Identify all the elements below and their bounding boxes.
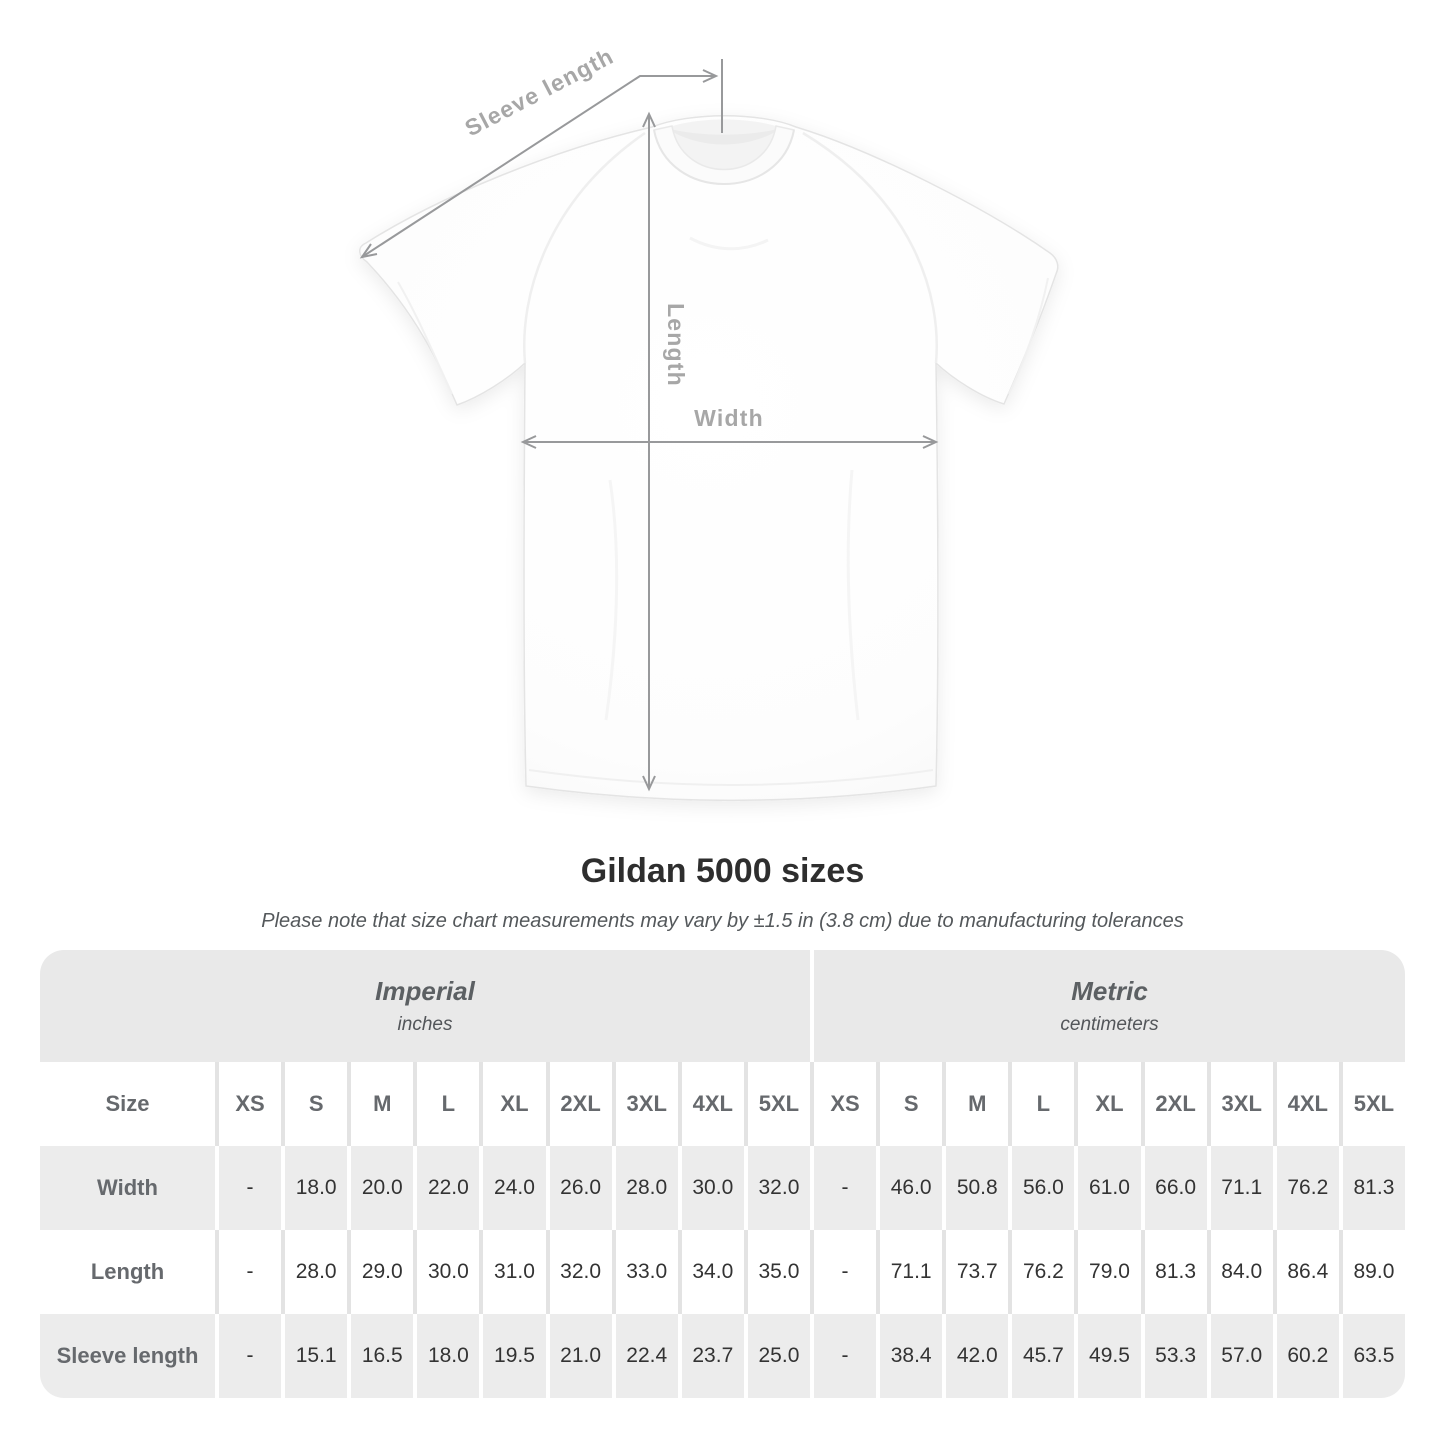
cell-sleeve-length-5xl-metric: 63.5 (1339, 1314, 1405, 1398)
cell-sleeve-length-s-imperial: 15.1 (281, 1314, 347, 1398)
cell-sleeve-length-m-imperial: 16.5 (347, 1314, 413, 1398)
cell-length-l-imperial: 30.0 (413, 1230, 479, 1314)
size-header-xl-metric: XL (1074, 1062, 1140, 1146)
cell-width-4xl-metric: 76.2 (1273, 1146, 1339, 1230)
cell-sleeve-length-2xl-imperial: 21.0 (546, 1314, 612, 1398)
cell-length-xl-imperial: 31.0 (479, 1230, 545, 1314)
length-label: Length (663, 303, 689, 387)
cell-sleeve-length-3xl-imperial: 22.4 (612, 1314, 678, 1398)
cell-width-m-metric: 50.8 (942, 1146, 1008, 1230)
unit-group-label: Metric (1071, 976, 1148, 1006)
cell-sleeve-length-4xl-imperial: 23.7 (678, 1314, 744, 1398)
cell-sleeve-length-l-metric: 45.7 (1008, 1314, 1074, 1398)
size-header-m-imperial: M (347, 1062, 413, 1146)
cell-length-2xl-metric: 81.3 (1141, 1230, 1207, 1314)
cell-length-5xl-imperial: 35.0 (744, 1230, 810, 1314)
width-label: Width (694, 405, 764, 431)
tshirt-image (360, 116, 1058, 801)
page-subtitle: Please note that size chart measurements may vary by ±1.5 in (3.8 cm) due to manufacturing tolerances (261, 910, 1184, 932)
cell-length-m-metric: 73.7 (942, 1230, 1008, 1314)
cell-width-l-metric: 56.0 (1008, 1146, 1074, 1230)
row-label-width: Width (40, 1146, 215, 1230)
unit-group-imperial (40, 950, 810, 1062)
cell-length-2xl-imperial: 32.0 (546, 1230, 612, 1314)
row-label-length: Length (40, 1230, 215, 1314)
size-header-2xl-imperial: 2XL (546, 1062, 612, 1146)
cell-sleeve-length-m-metric: 42.0 (942, 1314, 1008, 1398)
cell-length-5xl-metric: 89.0 (1339, 1230, 1405, 1314)
cell-length-3xl-metric: 84.0 (1207, 1230, 1273, 1314)
cell-length-s-metric: 71.1 (876, 1230, 942, 1314)
size-header-2xl-metric: 2XL (1141, 1062, 1207, 1146)
cell-sleeve-length-3xl-metric: 57.0 (1207, 1314, 1273, 1398)
cell-width-s-imperial: 18.0 (281, 1146, 347, 1230)
unit-group-sublabel: centimeters (1060, 1014, 1159, 1035)
size-header-4xl-imperial: 4XL (678, 1062, 744, 1146)
size-header-4xl-metric: 4XL (1273, 1062, 1339, 1146)
cell-sleeve-length-xs-imperial: - (215, 1314, 281, 1398)
page-title: Gildan 5000 sizes (580, 852, 865, 890)
size-table (40, 950, 1405, 1398)
cell-sleeve-length-5xl-imperial: 25.0 (744, 1314, 810, 1398)
size-column-header: Size (40, 1062, 215, 1146)
cell-width-xl-imperial: 24.0 (479, 1146, 545, 1230)
size-header-xs-imperial: XS (215, 1062, 281, 1146)
unit-group-label: Imperial (375, 976, 475, 1006)
cell-sleeve-length-xl-metric: 49.5 (1074, 1314, 1140, 1398)
size-header-3xl-imperial: 3XL (612, 1062, 678, 1146)
cell-width-m-imperial: 20.0 (347, 1146, 413, 1230)
cell-length-m-imperial: 29.0 (347, 1230, 413, 1314)
size-header-xs-metric: XS (810, 1062, 876, 1146)
cell-sleeve-length-l-imperial: 18.0 (413, 1314, 479, 1398)
size-header-l-metric: L (1008, 1062, 1074, 1146)
cell-length-xs-metric: - (810, 1230, 876, 1314)
cell-sleeve-length-4xl-metric: 60.2 (1273, 1314, 1339, 1398)
cell-length-4xl-metric: 86.4 (1273, 1230, 1339, 1314)
size-header-s-metric: S (876, 1062, 942, 1146)
unit-group-metric (810, 950, 1405, 1062)
cell-sleeve-length-2xl-metric: 53.3 (1141, 1314, 1207, 1398)
cell-width-xl-metric: 61.0 (1074, 1146, 1140, 1230)
size-header-m-metric: M (942, 1062, 1008, 1146)
cell-width-l-imperial: 22.0 (413, 1146, 479, 1230)
cell-width-s-metric: 46.0 (876, 1146, 942, 1230)
cell-length-l-metric: 76.2 (1008, 1230, 1074, 1314)
cell-length-s-imperial: 28.0 (281, 1230, 347, 1314)
cell-length-xs-imperial: - (215, 1230, 281, 1314)
cell-sleeve-length-s-metric: 38.4 (876, 1314, 942, 1398)
cell-width-xs-metric: - (810, 1146, 876, 1230)
row-label-sleeve-length: Sleeve length (40, 1314, 215, 1398)
tshirt-body (360, 116, 1058, 801)
cell-length-4xl-imperial: 34.0 (678, 1230, 744, 1314)
size-header-5xl-imperial: 5XL (744, 1062, 810, 1146)
cell-width-2xl-imperial: 26.0 (546, 1146, 612, 1230)
cell-sleeve-length-xl-imperial: 19.5 (479, 1314, 545, 1398)
size-header-5xl-metric: 5XL (1339, 1062, 1405, 1146)
cell-width-4xl-imperial: 30.0 (678, 1146, 744, 1230)
sleeve-length-label: Sleeve length (460, 42, 618, 142)
cell-width-3xl-metric: 71.1 (1207, 1146, 1273, 1230)
cell-sleeve-length-xs-metric: - (810, 1314, 876, 1398)
cell-length-3xl-imperial: 33.0 (612, 1230, 678, 1314)
size-header-l-imperial: L (413, 1062, 479, 1146)
cell-width-3xl-imperial: 28.0 (612, 1146, 678, 1230)
cell-width-5xl-imperial: 32.0 (744, 1146, 810, 1230)
size-header-xl-imperial: XL (479, 1062, 545, 1146)
size-header-3xl-metric: 3XL (1207, 1062, 1273, 1146)
size-header-s-imperial: S (281, 1062, 347, 1146)
cell-width-xs-imperial: - (215, 1146, 281, 1230)
cell-width-5xl-metric: 81.3 (1339, 1146, 1405, 1230)
cell-width-2xl-metric: 66.0 (1141, 1146, 1207, 1230)
cell-length-xl-metric: 79.0 (1074, 1230, 1140, 1314)
unit-group-sublabel: inches (397, 1014, 453, 1035)
